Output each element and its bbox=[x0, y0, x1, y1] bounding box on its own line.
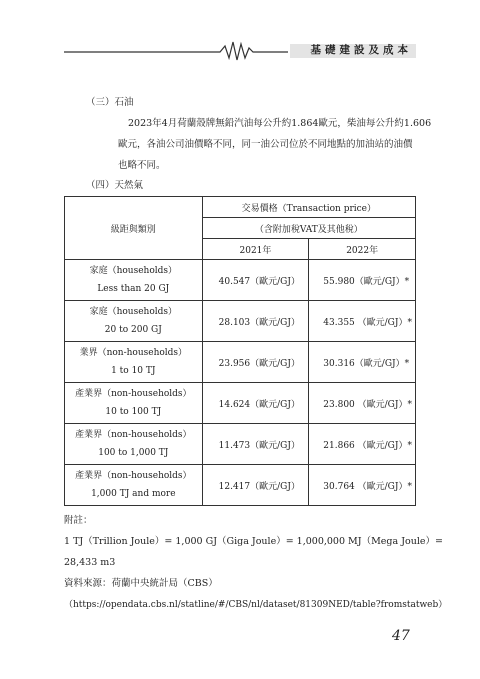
category-label: 產業界（non-households） bbox=[75, 471, 192, 481]
chapter-title: 基礎建設及成本 bbox=[310, 44, 412, 56]
category-label: 產業界（non-households） bbox=[75, 430, 192, 440]
range-label: 1 to 10 TJ bbox=[111, 366, 156, 376]
category-label: 產業界（non-households） bbox=[75, 389, 192, 399]
year-header-2021: 2021年 bbox=[202, 239, 309, 260]
price-2022: 30.316（歐元/GJ）* bbox=[309, 342, 416, 383]
table-row bbox=[65, 301, 416, 342]
oil-paragraph-line: 也略不同。 bbox=[118, 160, 166, 171]
price-2021: 12.417（歐元/GJ） bbox=[202, 465, 309, 506]
price-2022: 43.355 （歐元/GJ）* bbox=[309, 301, 416, 342]
category-label: 家庭（households） bbox=[89, 307, 178, 317]
price-2021: 23.956（歐元/GJ） bbox=[202, 342, 309, 383]
category-label: 家庭（households） bbox=[89, 266, 178, 276]
category-header: 級距與類別 bbox=[65, 197, 203, 260]
price-header-line1: 交易價格（Transaction price） bbox=[202, 197, 415, 218]
price-2021: 11.473（歐元/GJ） bbox=[202, 424, 309, 465]
table-row bbox=[65, 342, 416, 383]
gas-price-table bbox=[64, 196, 416, 506]
page-header bbox=[64, 38, 416, 62]
price-2022: 55.980（歐元/GJ）* bbox=[309, 260, 416, 301]
range-label: 1,000 TJ and more bbox=[91, 489, 176, 499]
table-row bbox=[65, 424, 416, 465]
oil-paragraph-line: 歐元，各油公司油價略不同，同一油公司位於不同地點的加油站的油價 bbox=[118, 139, 413, 150]
source-label: 資料來源：荷蘭中央統計局（CBS） bbox=[64, 578, 218, 589]
price-2021: 28.103（歐元/GJ） bbox=[202, 301, 309, 342]
range-label: 100 to 1,000 TJ bbox=[98, 448, 169, 458]
price-2022: 23.800 （歐元/GJ）* bbox=[309, 383, 416, 424]
conversion-note-cont: 28,433 m3 bbox=[64, 557, 116, 568]
year-header-2022: 2022年 bbox=[309, 239, 416, 260]
table-row bbox=[65, 260, 416, 301]
oil-paragraph-line: 2023年4月荷蘭殼牌無鉛汽油每公升約1.864歐元，柴油每公升約1.606 bbox=[128, 118, 432, 129]
table-row bbox=[65, 465, 416, 506]
range-label: 20 to 200 GJ bbox=[104, 325, 162, 335]
price-2022: 21.866 （歐元/GJ）* bbox=[309, 424, 416, 465]
source-url: （https://opendata.cbs.nl/statline/#/CBS/nl/dataset/81309NED/table?fromstatweb） bbox=[64, 600, 448, 610]
table-row bbox=[65, 383, 416, 424]
page-number: 47 bbox=[392, 628, 410, 644]
category-label: 業界（non-households） bbox=[79, 348, 188, 358]
range-label: Less than 20 GJ bbox=[97, 284, 170, 294]
price-2021: 14.624（歐元/GJ） bbox=[202, 383, 309, 424]
price-header-line2: （含附加稅VAT及其他稅） bbox=[202, 218, 415, 239]
price-2021: 40.547（歐元/GJ） bbox=[202, 260, 309, 301]
oil-heading: （三）石油 bbox=[86, 97, 134, 108]
conversion-note: 1 TJ（Trillion Joule）= 1,000 GJ（Giga Joule）= 1,000,000 MJ（Mega Joule）= bbox=[64, 536, 443, 547]
price-2022: 30.764 （歐元/GJ）* bbox=[309, 465, 416, 506]
notes-label: 附註： bbox=[64, 515, 93, 526]
gas-heading: （四）天然氣 bbox=[86, 180, 144, 191]
range-label: 10 to 100 TJ bbox=[105, 407, 162, 417]
